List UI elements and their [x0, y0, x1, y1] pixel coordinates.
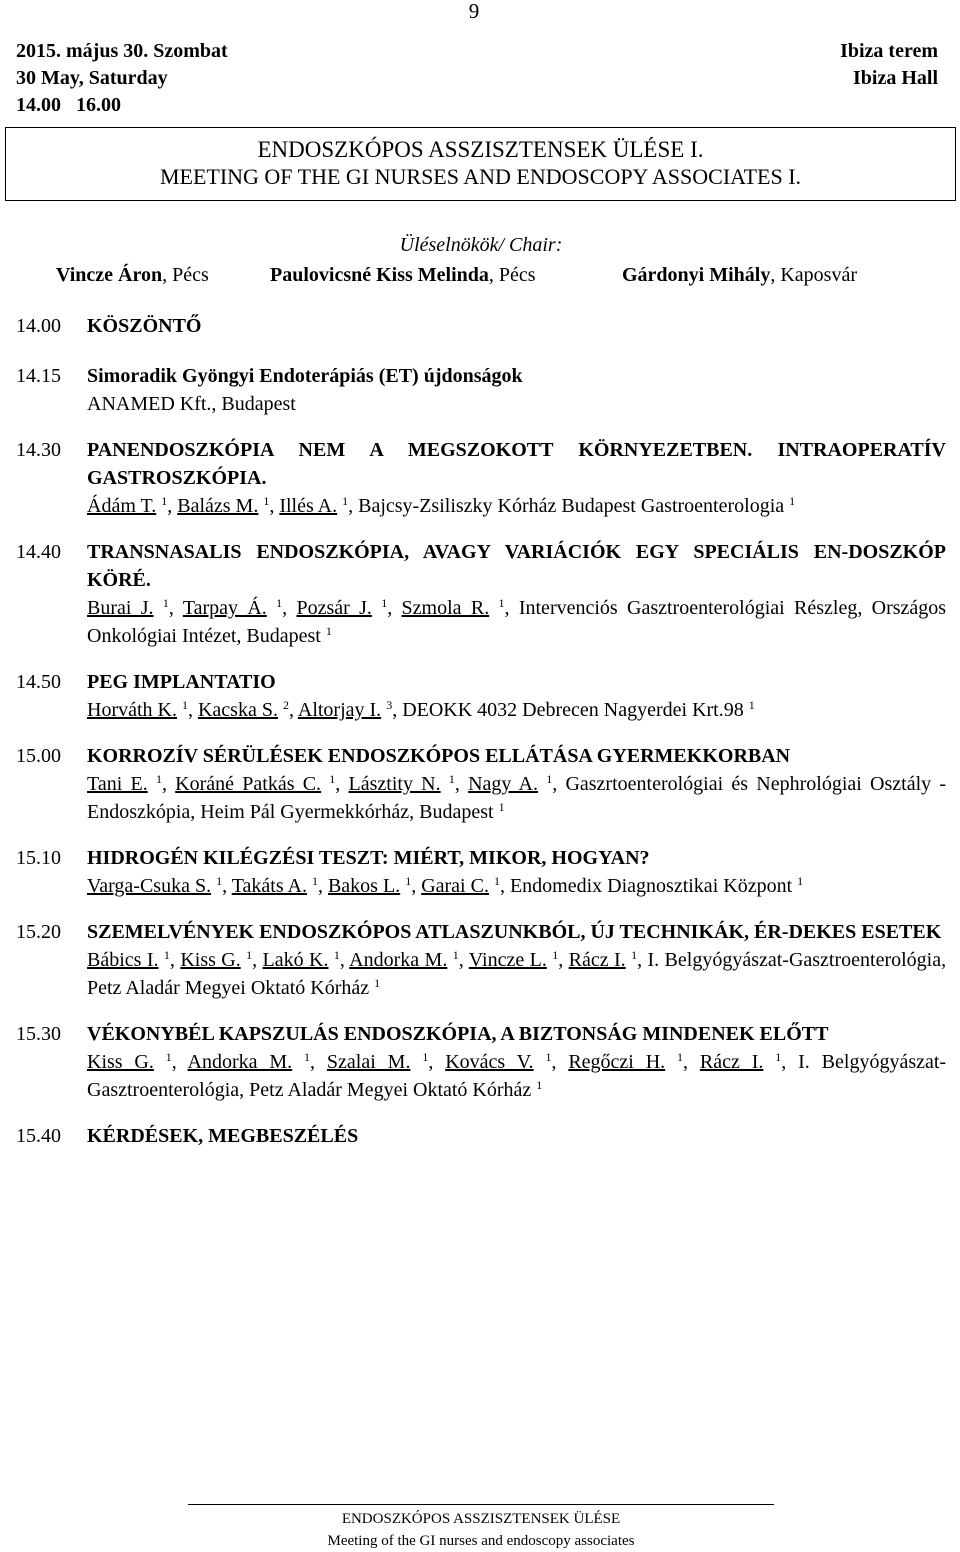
item-time: 14.30	[16, 439, 61, 461]
author: Ádám T.	[87, 495, 157, 517]
author: Rácz I.	[699, 1051, 764, 1073]
footer-divider	[188, 1504, 774, 1505]
item-title: VÉKONYBÉL KAPSZULÁS ENDOSZKÓPIA, A BIZTONSÁG MINDENEK ELŐTT	[87, 1023, 829, 1045]
footer-line-2: Meeting of the GI nurses and endoscopy associates	[327, 1533, 635, 1549]
program-item	[16, 668, 946, 724]
program-item	[16, 1020, 946, 1104]
chairs-label: Üléselnökök/ Chair:	[399, 234, 563, 256]
session-title-hu: ENDOSZKÓPOS ASSZISZTENSEK ÜLÉSE I.	[257, 137, 704, 162]
author: Bábics I.	[87, 949, 159, 971]
item-authors: Bábics I. $^1$, Kiss G. $^1$, Lakó K. $^1$, Andorka M. $^1$, Vincze L. $^1$, Rácz I. $^1$, I. Belgyógyászat-Gasztroenterológia, Petz Aladár Megyei Oktató Kórház $^1$	[87, 948, 947, 999]
affiliation: , Intervenciós Gasztroenterológiai Részleg, Országos Onkológiai Intézet, Budapest	[87, 597, 947, 647]
item-title: KORROZÍV SÉRÜLÉSEK ENDOSZKÓPOS ELLÁTÁSA GYERMEKKORBAN	[87, 745, 791, 767]
item-title: Simoradik Gyöngyi Endoterápiás (ET) újdonságok	[87, 365, 523, 387]
author: Szmola R.	[401, 597, 490, 619]
author: Kiss G.	[180, 949, 241, 971]
date-hu: 2015. május 30. Szombat	[16, 40, 228, 62]
author: Kiss G.	[87, 1051, 154, 1073]
item-time: 14.00	[16, 315, 61, 337]
item-title: HIDROGÉN KILÉGZÉSI TESZT: MIÉRT, MIKOR, HOGYAN?	[87, 847, 650, 869]
author: Balázs M.	[177, 495, 259, 517]
item-title: KÉRDÉSEK, MEGBESZÉLÉS	[87, 1125, 359, 1147]
footer-line-1: ENDOSZKÓPOS ASSZISZTENSEK ÜLÉSE	[341, 1511, 621, 1527]
author: Takáts A.	[231, 875, 307, 897]
program-item	[16, 436, 946, 520]
affiliation: , Gaszrtoenterológiai és Nephrológiai Osztály - Endoszkópia, Heim Pál Gyermekkórház, Budapest	[87, 773, 947, 823]
author: Garai C.	[421, 875, 489, 897]
affiliation: , Endomedix Diagnosztikai Központ	[499, 875, 793, 897]
item-time: 14.15	[16, 365, 61, 387]
item-authors: Varga-Csuka S. $^1$, Takáts A. $^1$, Bakos L. $^1$, Garai C. $^1$, Endomedix Diagnosztikai Központ $^1$	[87, 874, 804, 897]
author: Szalai M.	[326, 1051, 411, 1073]
item-authors: Ádám T. $^1$, Balázs M. $^1$, Illés A. $^1$, Bajcsy-Zsiliszky Kórház Budapest Gastroenterologia $^1$	[87, 494, 796, 517]
session-title-box	[5, 127, 956, 201]
chair-person: Vincze Áron, Pécs	[56, 264, 209, 286]
affiliation: , Bajcsy-Zsiliszky Kórház Budapest Gastroenterologia	[348, 495, 785, 517]
author: Lásztity N.	[348, 773, 441, 795]
item-time: 15.30	[16, 1023, 61, 1045]
program-item	[16, 362, 946, 418]
author: Illés A.	[279, 495, 338, 517]
author: Pozsár J.	[296, 597, 372, 619]
session-header	[16, 38, 938, 119]
room-hu: Ibiza terem	[840, 40, 938, 62]
item-time: 14.50	[16, 671, 61, 693]
item-authors: Kiss G. $^1$, Andorka M. $^1$, Szalai M. $^1$, Kovács V. $^1$, Regőczi H. $^1$, Rácz I. $^1$, I. Belgyógyászat-Gasztroenterológia, Petz Aladár Megyei Oktató Kórház $^1$	[87, 1050, 947, 1101]
program-item	[16, 1122, 946, 1150]
item-time: 15.10	[16, 847, 61, 869]
author: Regőczi H.	[568, 1051, 666, 1073]
program-item	[16, 742, 946, 826]
program-item	[16, 918, 946, 1002]
author: Bakos L.	[327, 875, 401, 897]
item-org: ANAMED Kft., Budapest	[87, 393, 296, 415]
affiliation: , I. Belgyógyászat-Gasztroenterológia, Petz Aladár Megyei Oktató Kórház	[87, 949, 947, 999]
session-title-en: MEETING OF THE GI NURSES AND ENDOSCOPY ASSOCIATES I.	[159, 164, 802, 189]
program-list	[16, 312, 946, 1163]
page-number: 9	[468, 0, 480, 23]
author: Andorka M.	[349, 949, 448, 971]
page-footer	[188, 1508, 774, 1552]
date-en: 30 May, Saturday	[16, 67, 168, 89]
affiliation: , I. Belgyógyászat-Gasztroenterológia, Petz Aladár Megyei Oktató Kórház	[87, 1051, 947, 1101]
author: Burai J.	[87, 597, 154, 619]
item-title: PANENDOSZKÓPIA NEM A MEGSZOKOTT KÖRNYEZETBEN. INTRAOPERATÍV GASTROSZKÓPIA.	[87, 439, 946, 489]
item-time: 15.20	[16, 921, 61, 943]
program-item	[16, 538, 946, 650]
author: Tani E.	[87, 773, 148, 795]
author: Lakó K.	[262, 949, 329, 971]
session-time: 14.00 16.00	[16, 94, 121, 116]
author: Nagy A.	[468, 773, 538, 795]
item-title: SZEMELVÉNYEK ENDOSZKÓPOS ATLASZUNKBÓL, ÚJ TECHNIKÁK, ÉR-DEKES ESETEK	[87, 921, 942, 943]
chair-person: Paulovicsné Kiss Melinda, Pécs	[270, 264, 536, 286]
chair-person: Gárdonyi Mihály, Kaposvár	[622, 264, 857, 286]
item-authors: Horváth K. $^1$, Kacska S. $^2$, Altorjay I. $^3$, DEOKK 4032 Debrecen Nagyerdei Krt.98 $^1$	[87, 698, 755, 721]
author: Varga-Csuka S.	[87, 875, 212, 897]
program-item	[16, 844, 946, 900]
author: Tarpay Á.	[182, 597, 267, 619]
author: Andorka M.	[187, 1051, 293, 1073]
chairs	[56, 230, 906, 290]
room-en: Ibiza Hall	[852, 67, 938, 89]
author: Koráné Patkás C.	[175, 773, 322, 795]
author: Horváth K.	[87, 699, 177, 721]
item-title: PEG IMPLANTATIO	[87, 671, 276, 693]
author: Kovács V.	[445, 1051, 534, 1073]
item-title: KÖSZÖNTŐ	[87, 315, 202, 337]
item-title: TRANSNASALIS ENDOSZKÓPIA, AVAGY VARIÁCIÓK EGY SPECIÁLIS EN-DOSZKÓP KÖRÉ.	[87, 541, 946, 591]
item-time: 15.40	[16, 1125, 61, 1147]
item-time: 15.00	[16, 745, 61, 767]
author: Vincze L.	[468, 949, 547, 971]
affiliation: , DEOKK 4032 Debrecen Nagyerdei Krt.98	[392, 699, 744, 721]
author: Kacska S.	[197, 699, 278, 721]
item-authors: Burai J. $^1$, Tarpay Á. $^1$, Pozsár J. $^1$, Szmola R. $^1$, Intervenciós Gasztroenterológiai Részleg, Országos Onkológiai Intézet, Budapest $^1$	[87, 596, 947, 647]
item-time: 14.40	[16, 541, 61, 563]
author: Rácz I.	[568, 949, 626, 971]
item-authors: Tani E. $^1$, Koráné Patkás C. $^1$, Lásztity N. $^1$, Nagy A. $^1$, Gaszrtoenterológiai és Nephrológiai Osztály - Endoszkópia, Heim Pál Gyermekkórház, Budapest $^1$	[87, 772, 947, 823]
program-item	[16, 312, 946, 340]
author: Altorjay I.	[297, 699, 382, 721]
